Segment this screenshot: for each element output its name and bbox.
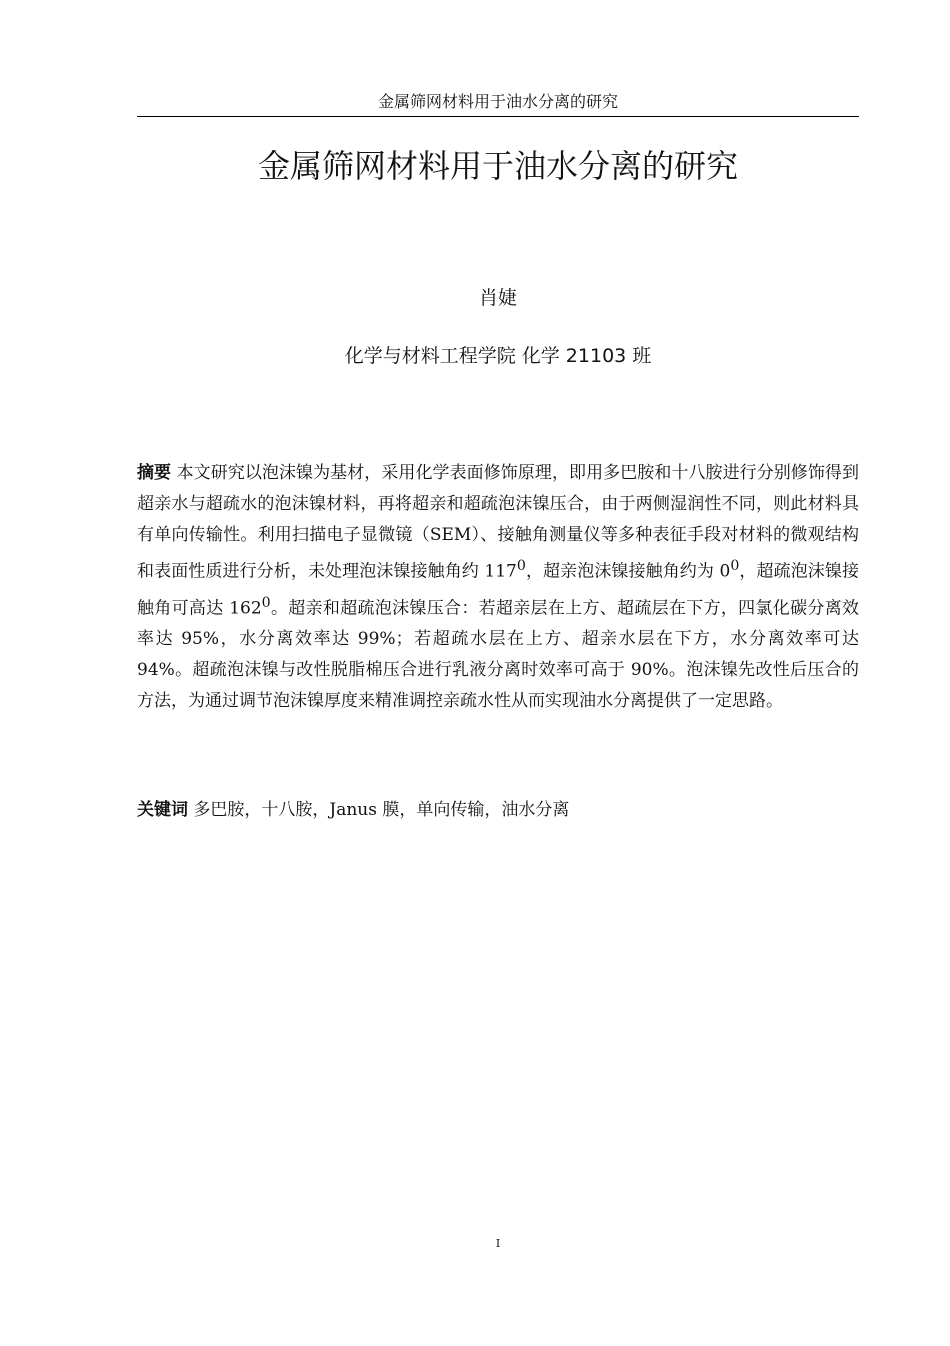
abstract-label: 摘要 <box>137 463 172 483</box>
running-title: 金属筛网材料用于油水分离的研究 <box>377 92 618 111</box>
page-number: I <box>495 1237 501 1250</box>
keywords-line <box>137 795 859 826</box>
abstract-text-part-4: 。超亲和超疏泡沫镍压合：若超亲层在上方、超疏层在下方，四氯化碳分离效率达 95%，水分离效率达 99%；若超疏水层在上方、超亲水层在下方，水分离效率可达 94%。超疏泡沫镍与改性脱脂棉压合进行乳液分离时效率可高于 90%。泡沫镍先改性后压合的方法，为通过调节泡沫镍厚度来精准调控亲疏水性从而实现油水分离提供了一定思路。 <box>137 598 859 712</box>
abstract-text-part-3: ，超疏泡沫镍接触角可高达 162 <box>137 561 859 619</box>
author-affiliation: 化学与材料工程学院 化学 21103 班 <box>344 345 652 367</box>
keywords-label: 关键词 <box>137 800 188 820</box>
keywords-text: 多巴胺，十八胺，Janus 膜，单向传输，油水分离 <box>188 800 570 820</box>
degree-superscript: 0 <box>516 558 526 574</box>
degree-superscript: 0 <box>261 594 271 611</box>
degree-superscript: 0 <box>730 558 740 574</box>
abstract-text-part-1: 本文研究以泡沫镍为基材，采用化学表面修饰原理，即用多巴胺和十八胺进行分别修饰得到超亲水与超疏水的泡沫镍材料，再将超亲和超疏泡沫镍压合，由于两侧湿润性不同，则此材料具有单向传输性。利用扫描电子显微镜（SEM）、接触角测量仪等多种表征手段对材料的微观结构和表面性质进行分析，未处理泡沫镍接触角约 117 <box>137 463 859 582</box>
abstract-text-part-2: ，超亲泡沫镍接触角约为 0 <box>525 561 731 582</box>
abstract-paragraph <box>137 458 859 717</box>
running-header <box>137 88 859 117</box>
paper-title: 金属筛网材料用于油水分离的研究 <box>257 147 738 185</box>
author-name: 肖婕 <box>478 287 517 309</box>
